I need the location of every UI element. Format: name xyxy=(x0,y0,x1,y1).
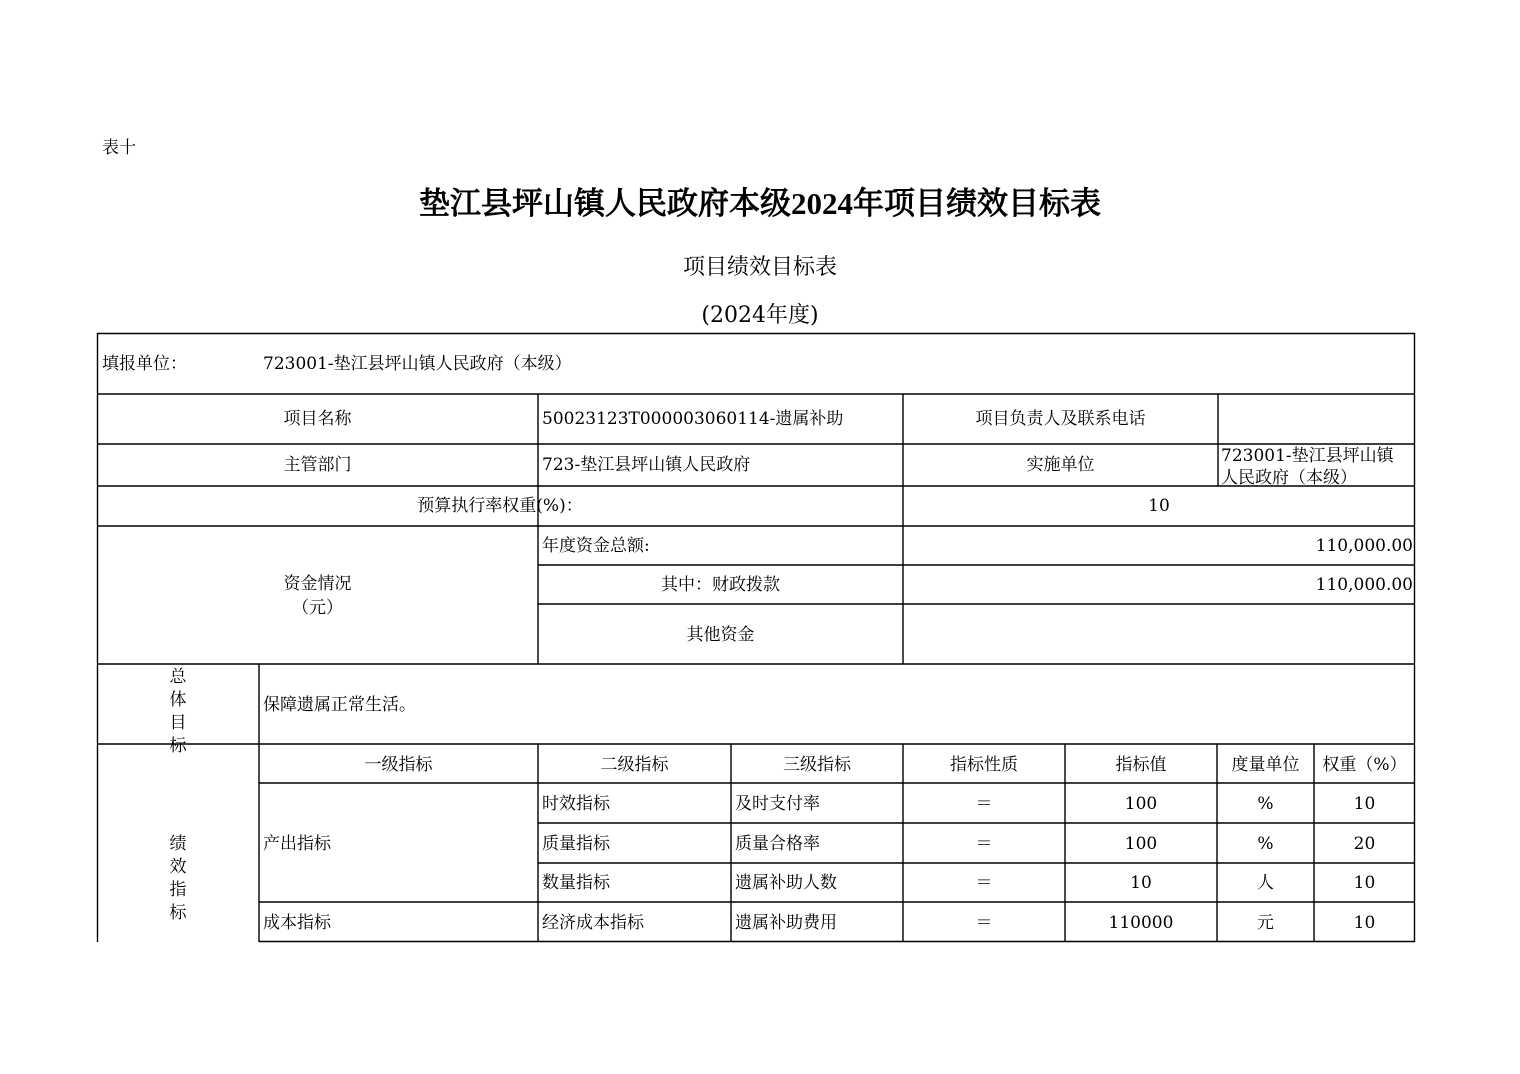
dept-label: 主管部门 xyxy=(283,455,352,475)
table-row-level3: 遗属补助费用 xyxy=(735,913,837,933)
funds-label-line1: 资金情况 xyxy=(283,574,352,594)
indicators-label xyxy=(97,833,259,925)
table-row-weight: 10 xyxy=(1353,794,1376,814)
header-value: 指标值 xyxy=(1115,755,1167,775)
table-row-nature: ＝ xyxy=(975,873,993,893)
table-row-unit: % xyxy=(1257,794,1274,814)
header-level2: 二级指标 xyxy=(600,755,669,775)
table-row-value: 110000 xyxy=(1108,913,1174,933)
level1-output: 产出指标 xyxy=(263,834,331,854)
table-row-value: 100 xyxy=(1124,794,1158,814)
other-funds-label: 其他资金 xyxy=(686,625,755,645)
table-row-level2: 质量指标 xyxy=(542,834,610,854)
goal-label-char: 总 xyxy=(169,667,187,687)
page-title: 垫江县坪山镇人民政府本级2024年项目绩效目标表 xyxy=(419,186,1101,221)
header-level1: 一级指标 xyxy=(364,755,433,775)
table-row-unit: 人 xyxy=(1257,873,1274,893)
dept-value: 723-垫江县坪山镇人民政府 xyxy=(542,455,751,475)
total-funds-label: 年度资金总额: xyxy=(542,536,650,556)
table-row-unit: % xyxy=(1257,834,1274,854)
header-weight: 权重（%） xyxy=(1322,755,1407,775)
table-row-level3: 质量合格率 xyxy=(735,834,820,854)
reporter-value: 723001-垫江县坪山镇人民政府（本级） xyxy=(263,354,572,374)
table-row-level2: 经济成本指标 xyxy=(542,913,644,933)
header-unit: 度量单位 xyxy=(1231,755,1300,775)
table-number: 表十 xyxy=(102,138,136,158)
table-subtitle: 项目绩效目标表 xyxy=(682,255,837,280)
table-row-nature: ＝ xyxy=(975,913,993,933)
fiscal-funds-value: 110,000.00 xyxy=(1315,575,1413,595)
table-row-value: 10 xyxy=(1130,873,1152,893)
total-funds-value: 110,000.00 xyxy=(1315,536,1413,556)
performance-table xyxy=(97,333,1415,942)
table-row-unit: 元 xyxy=(1257,913,1274,933)
contact-label: 项目负责人及联系电话 xyxy=(975,409,1146,429)
impl-value xyxy=(1221,445,1413,488)
funds-label-line2: （元） xyxy=(292,598,343,618)
table-row-level2: 时效指标 xyxy=(542,794,610,814)
table-row-nature: ＝ xyxy=(975,794,993,814)
table-year: (2024年度) xyxy=(701,303,819,328)
project-name-label: 项目名称 xyxy=(283,409,352,429)
table-row-level3: 及时支付率 xyxy=(735,794,820,814)
level1-cost: 成本指标 xyxy=(263,913,331,933)
table-row-weight: 20 xyxy=(1353,834,1376,854)
reporter-label: 填报单位： xyxy=(102,354,187,374)
project-name-value: 50023123T000003060114-遗属补助 xyxy=(542,409,844,429)
table-row-level3: 遗属补助人数 xyxy=(735,873,837,893)
table-row-nature: ＝ xyxy=(975,834,993,854)
goal-label-char: 标 xyxy=(169,736,187,756)
goal-label-char: 体 xyxy=(169,690,187,710)
table-row-level2: 数量指标 xyxy=(542,873,610,893)
table-row-weight: 10 xyxy=(1353,913,1376,933)
fiscal-funds-label: 其中：财政拨款 xyxy=(661,575,780,595)
impl-label: 实施单位 xyxy=(1026,455,1095,475)
budget-weight-value: 10 xyxy=(1148,496,1170,516)
indicators-label-char: 标 xyxy=(169,903,187,923)
table-row-value: 100 xyxy=(1124,834,1158,854)
indicators-label-char: 指 xyxy=(169,880,187,900)
indicators-label-char: 绩 xyxy=(169,834,187,854)
goal-label xyxy=(97,666,259,756)
header-level3: 三级指标 xyxy=(783,755,851,775)
header-nature: 指标性质 xyxy=(950,755,1018,775)
impl-value-line2: 人民政府（本级） xyxy=(1221,468,1357,488)
budget-weight-label: 预算执行率权重(%)： xyxy=(417,496,583,516)
table-row-weight: 10 xyxy=(1353,873,1376,893)
indicators-label-char: 效 xyxy=(169,857,187,877)
goal-text: 保障遗属正常生活。 xyxy=(263,695,416,715)
impl-value-line1: 723001-垫江县坪山镇 xyxy=(1221,446,1394,466)
goal-label-char: 目 xyxy=(169,713,187,733)
